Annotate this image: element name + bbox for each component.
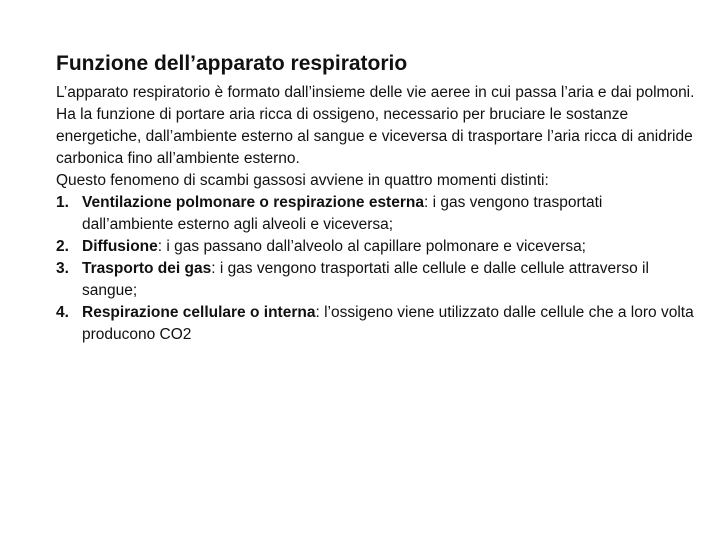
step-term: Trasporto dei gas xyxy=(82,260,212,277)
step-text: : i gas vengono trasportati alle cellule e dalle cellule attraverso il sangue; xyxy=(82,260,649,299)
step-text: : i gas passano dall’alveolo al capillare polmonare e viceversa; xyxy=(157,238,586,255)
step-number: 2. xyxy=(56,238,69,255)
step-term: Diffusione xyxy=(82,238,158,255)
step-number: 4. xyxy=(56,304,69,321)
intro-paragraph: L’apparato respiratorio è formato dall’insieme delle vie aeree in cui passa l’aria e dai polmoni. Ha la funzione di portare aria ricca di ossigeno, necessario per bruciare le sostanze energetiche, dall’ambiente esterno al sangue e viceversa di trasportare l’aria ricca di anidride carbonica fino all’ambiente esterno. xyxy=(56,84,695,167)
step-text: : l’ossigeno viene utilizzato dalle cellule che a loro volta producono CO2 xyxy=(82,304,694,343)
list-item xyxy=(56,236,696,258)
slide-body xyxy=(56,82,696,346)
list-item xyxy=(56,302,696,346)
steps-list xyxy=(56,192,696,346)
step-term: Ventilazione polmonare o respirazione esterna xyxy=(82,194,424,211)
slide-title: Funzione dell’apparato respiratorio xyxy=(56,52,408,75)
step-term: Respirazione cellulare o interna xyxy=(82,304,316,321)
step-number: 1. xyxy=(56,194,69,211)
step-text: : i gas vengono trasportati dall’ambiente esterno agli alveoli e viceversa; xyxy=(82,194,603,233)
list-item xyxy=(56,258,696,302)
step-number: 3. xyxy=(56,260,69,277)
list-item xyxy=(56,192,696,236)
lead-sentence: Questo fenomeno di scambi gassosi avviene in quattro momenti distinti: xyxy=(56,172,549,189)
